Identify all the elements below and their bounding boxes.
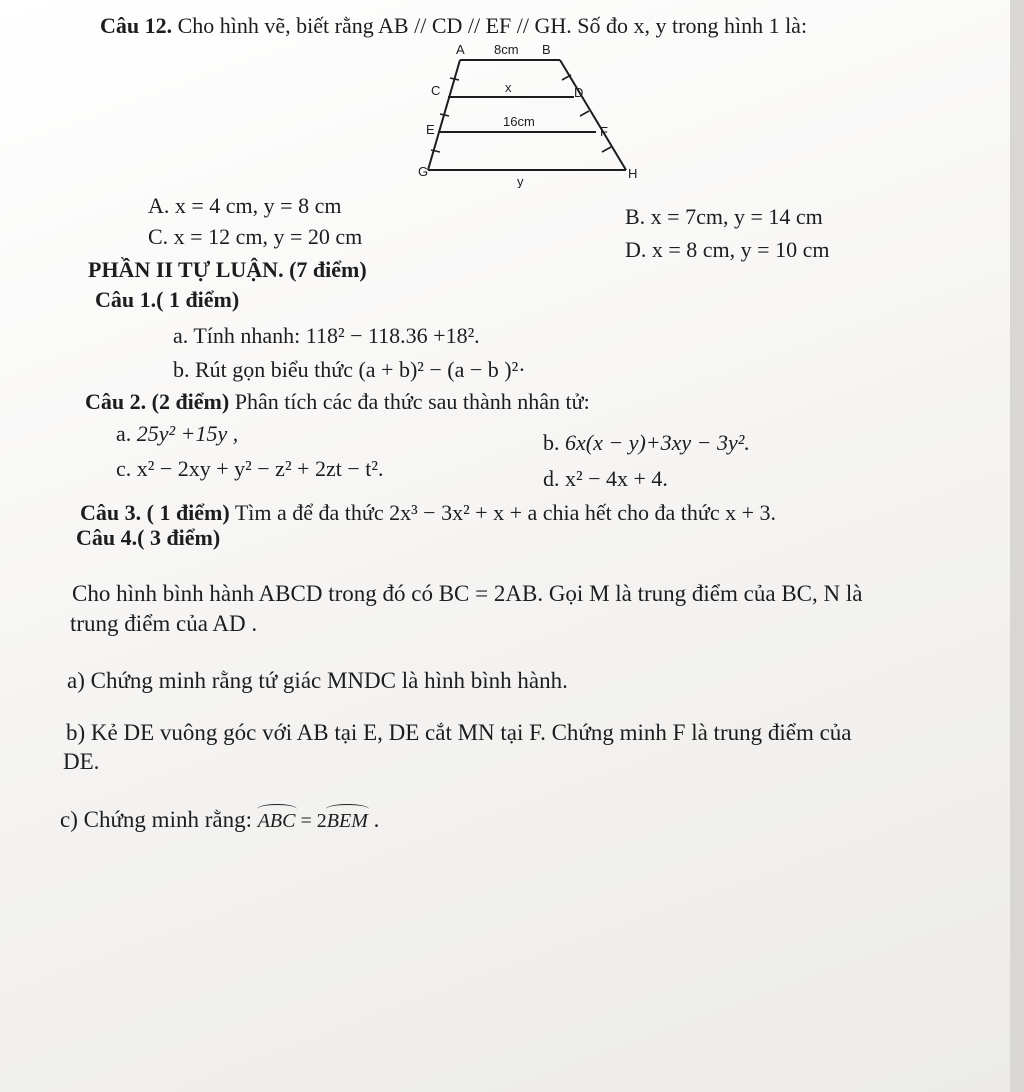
c1-b-expr: (a + b)² − (a − b )²· [358,357,526,382]
angle-bem: BEM [326,810,368,832]
q12-option-c: C. x = 12 cm, y = 20 cm [148,224,363,249]
label-ef-length: 16cm [503,114,535,129]
c2-d-expr: x² − 4x + 4. [565,466,668,491]
c3-text: Tìm a để đa thức 2x³ − 3x² + x + a chia hết cho đa thức x + 3. [229,500,777,525]
c1-a-prefix: a. Tính nhanh: [173,323,301,348]
c2-a-expr: 25y² +15y , [136,421,239,446]
label-h: H [628,166,638,181]
c2-d-label: d. [543,466,560,491]
c4-part-b-line1: b) Kẻ DE vuông góc với AB tại E, DE cắt MN tại F. Chứng minh F là trung điểm của [66,720,852,745]
c2-c-label: c. [116,456,132,481]
c2-c [116,456,383,482]
c3-title: Câu 3. ( 1 điểm) [80,500,230,525]
q12-stem: Cho hình vẽ, biết rằng AB // CD // EF // GH. Số đo x, y trong hình 1 là: [172,13,808,38]
label-c: C [431,83,441,98]
c4-title: Câu 4.( 3 điểm) [76,525,221,550]
q12-option-a: A. x = 4 cm, y = 8 cm [148,193,342,218]
c2-line [85,389,590,415]
label-ab-length: 8cm [494,42,519,57]
c2-title-rest: Phân tích các đa thức sau thành nhân tử: [229,389,590,414]
c2-a-label: a. [116,421,132,446]
label-a: A [456,42,465,57]
q12-option-d: D. x = 8 cm, y = 10 cm [625,237,830,262]
label-x: x [505,80,512,95]
c1-title: Câu 1.( 1 điểm) [95,287,240,312]
c4-part-c-prefix: c) Chứng minh rằng: [60,807,252,832]
q12-option-b: B. x = 7cm, y = 14 cm [625,204,823,229]
c2-b-label: b. [543,430,560,455]
part2-heading: PHẦN II TỰ LUẬN. (7 điểm) [88,257,367,282]
angle-equals-two: = 2 [295,810,327,832]
c2-title: Câu 2. (2 điểm) [85,389,230,414]
page-edge-shadow [1010,0,1024,1092]
q12-label: Câu 12. [100,13,173,38]
label-f: F [600,124,608,139]
c2-c-expr: x² − 2xy + y² − z² + 2zt − t². [136,456,384,481]
c2-d [543,466,668,492]
c4-intro-line1: Cho hình bình hành ABCD trong đó có BC = 2AB. Gọi M là trung điểm của BC, N là [72,581,863,606]
c1-a [173,323,480,349]
c4-part-c-end: . [367,807,380,832]
c1-a-expr: 118² − 118.36 +18². [305,323,480,348]
angle-abc: ABC [257,810,296,832]
c4-intro-line2: trung điểm của AD . [70,611,258,636]
c1-b-prefix: b. Rút gọn biểu thức [173,357,353,382]
label-b: B [542,42,551,57]
label-d: D [574,85,584,100]
label-y: y [517,174,524,188]
q12-line [100,13,807,39]
c1-b [173,357,526,383]
c2-b [543,430,750,456]
c2-b-expr: 6x(x − y)+3xy − 3y². [565,430,750,455]
c4-part-c [60,806,379,834]
trapezoid-figure [410,38,650,188]
c4-part-b-line2: DE. [63,749,100,774]
label-g: G [418,164,429,179]
c3-line [80,500,776,526]
label-e: E [426,122,435,137]
c4-part-a: a) Chứng minh rằng tứ giác MNDC là hình bình hành. [67,668,568,693]
c2-a [116,421,238,447]
